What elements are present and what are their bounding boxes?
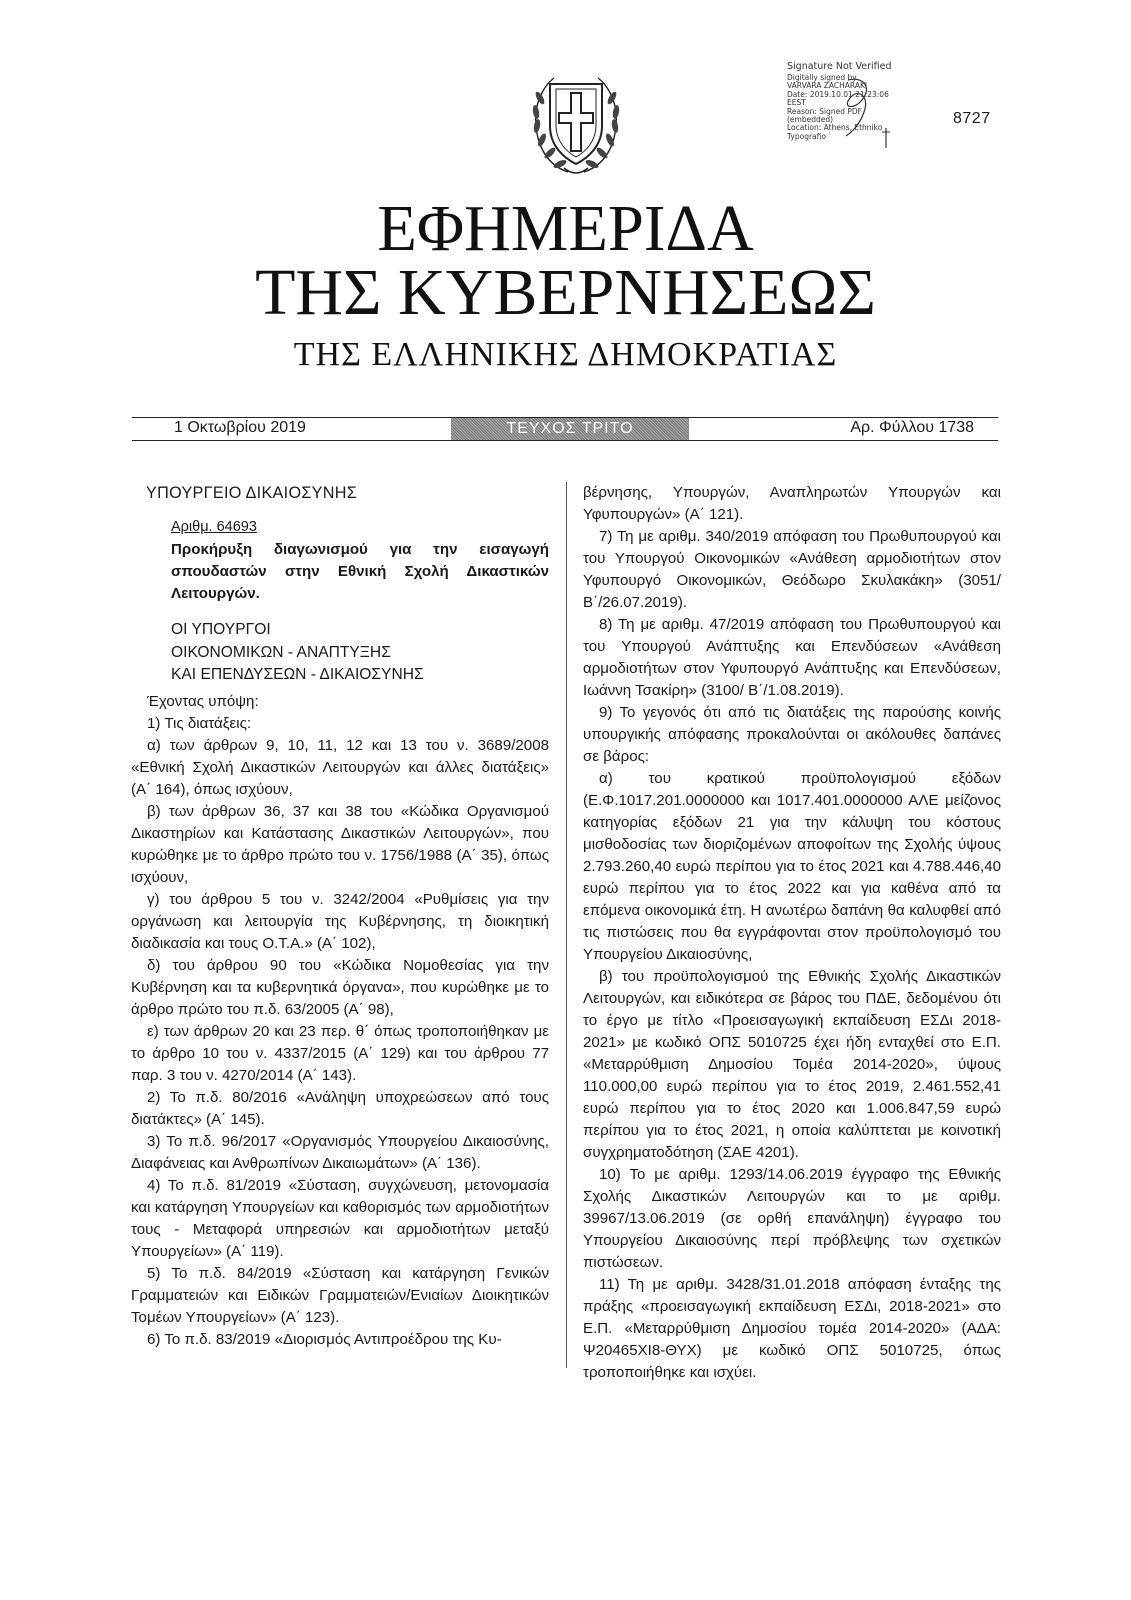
decision-number-text: Αριθμ. 64693 [171,519,257,535]
page-number: 8727 [953,110,991,127]
intro-line: Έχοντας υπόψη: [147,692,259,710]
signature-line: (embedded) [787,115,834,125]
ministry-heading: ΥΠΟΥΡΓΕΙΟ ΔΙΚΑΙΟΣΥΝΗΣ [146,484,358,502]
sheet-number: Αρ. Φύλλου 1738 [850,419,974,436]
signature-line: Typografio [787,131,826,141]
masthead-line-1: ΕΦΗΜΕΡΙΔΑ [377,192,754,265]
paragraph: 11) Τη με αριθμ. 3428/31.01.2018 απόφαση ένταξης της πράξης «προεισαγωγική εκπαίδευση ΕΣΔι, 2018-2021» στο Ε.Π. «Μεταρρύθμιση Δημοσίου τομέα 2014-2020» (ΑΔΑ: Ψ20465ΧΙ8-ΘΥΧ) με κωδικό ΟΠΣ 5010725, όπως τροποποιήθηκε και ισχύει. [583,1276,1001,1381]
issue-date: 1 Οκτωβρίου 2019 [174,419,306,436]
paragraph: 7) Τη με αριθμ. 340/2019 απόφαση του Πρωθυπουργού και του Υπουργού Οικονομικών «Ανάθεση αρμοδιοτήτων στον Υφυπουργό Οικονομικών, Θεόδωρο Σκυλακάκη» (3051/Β΄/26.07.2019). [583,528,1001,611]
paragraph: γ) του άρθρου 5 του ν. 3242/2004 «Ρυθμίσεις για την οργάνωση και λειτουργία της Κυβέρνησης, τη διοικητική διαδικασία και τους Ο.Τ.Α.» (Α΄ 102), [131,890,549,952]
decision-number [171,516,549,538]
ministers-heading [171,619,549,687]
issue-series: ΤΕΥΧΟΣ ΤΡΙΤΟ [451,418,689,440]
paragraph: 6) Το π.δ. 83/2019 «Διορισμός Αντιπροέδρου της Κυ- [147,1330,502,1348]
ministers-line: ΚΑΙ ΕΠΕΝΔΥΣΕΩΝ - ΔΙΚΑΙΟΣΥΝΗΣ [171,666,424,683]
issue-header-bar [132,417,998,441]
signature-line: Location: Athens, Ethniko [787,123,883,133]
signature-line: Reason: Signed PDF [787,106,862,116]
digital-signature-stamp [787,62,899,154]
paragraph: α) των άρθρων 9, 10, 11, 12 και 13 του ν. 3689/2008 «Εθνική Σχολή Δικαστικών Λειτουργών και άλλες διατάξεις» (Α΄ 164), όπως ισχύουν, [131,736,549,798]
paragraph: 9) Το γεγονός ότι από τις διατάξεις της παρούσης κοινής υπουργικής απόφασης προκαλούνται οι ακόλουθες δαπάνες σε βάρος: [583,704,1001,765]
paragraph: 10) Το με αριθμ. 1293/14.06.2019 έγγραφο της Εθνικής Σχολής Δικαστικών Λειτουργών και το με αριθμ. 39967/13.06.2019 (σε ορθή επανάληψη) έγγραφο του Υπουργείου Δικαιοσύνης περί πρόβλεψης των σχετικών πιστώσεων. [583,1166,1001,1271]
paragraph: 1) Τις διατάξεις: [147,714,252,732]
paragraph: δ) του άρθρου 90 του «Κώδικα Νομοθεσίας για την Κυβέρνηση και τα κυβερνητικά όργανα», που κυρώθηκε με το άρθρο πρώτο του π.δ. 63/2005 (Α΄ 98), [131,956,549,1018]
ministers-line: ΟΙ ΥΠΟΥΡΓΟΙ [171,621,271,638]
paragraph: 2) Το π.δ. 80/2016 «Ανάληψη υποχρεώσεων από τους διατάκτες» (Α΄ 145). [131,1088,549,1128]
decision-subject: Προκήρυξη διαγωνισμού για την εισαγωγή σπουδαστών στην Εθνική Σχολή Δικαστικών Λειτουργών. [171,541,549,602]
paragraph: ε) των άρθρων 20 και 23 περ. θ΄ όπως τροποποιήθηκαν με το άρθρο 10 του ν. 4337/2015 (Α΄ 129) και του άρθρου 77 παρ. 3 του ν. 4270/2014 (Α΄ 143). [131,1022,549,1084]
paragraph: 3) Το π.δ. 96/2017 «Οργανισμός Υπουργείου Δικαιοσύνης, Διαφάνειας και Ανθρωπίνων Δικαιωμάτων» (Α΄ 136). [131,1132,549,1172]
signature-status: Signature Not Verified [787,61,892,72]
left-column [131,482,549,1351]
signature-line: Digitally signed by [787,73,857,82]
right-column [583,482,1001,1384]
column-divider [566,482,567,1368]
paragraph: α) του κρατικού προϋπολογισμού εξόδων (Ε.Φ.1017.201.0000000 και 1017.401.0000000 ΑΛΕ μείζονος κατηγορίας εξόδων 21 για την κάλυψη του κόστους μισθοδοσίας των διοριζομένων αποφοίτων της Σχολής ύψους 2.793.260,40 ευρώ περίπου για το έτος 2021 και 4.788.446,40 ευρώ περίπου για το έτος 2022 και για καθένα από τα επόμενα οικονομικά έτη. Η ανωτέρω δαπάνη θα καλυφθεί από τις πιστώσεις που θα εγγράφονται στον προϋπολογισμό του Υπουργείου Δικαιοσύνης, [583,770,1001,963]
paragraph: 4) Το π.δ. 81/2019 «Σύσταση, συγχώνευση, μετονομασία και κατάργηση Υπουργείων και καθορισμός των αρμοδιοτήτων τους - Μεταφορά υπηρεσιών και αρμοδιοτήτων μεταξύ Υπουργείων» (Α΄ 119). [131,1176,549,1260]
signature-line: EEST [787,98,806,108]
masthead-line-3: ΤΗΣ ΕΛΛΗΝΙΚΗΣ ΔΗΜΟΚΡΑΤΙΑΣ [293,336,838,373]
signature-line: VARVARA ZACHARAKI [787,81,868,91]
paragraph: 5) Το π.δ. 84/2019 «Σύσταση και κατάργηση Γενικών Γραμματειών και Ειδικών Γραμματειών/Ενιαίων Διοικητικών Τομέων Υπουργείων» (Α΄ 123). [131,1264,549,1326]
masthead-line-2: ΤΗΣ ΚΥΒΕΡΝΗΣΕΩΣ [255,256,876,329]
paragraph: 8) Τη με αριθμ. 47/2019 απόφαση του Πρωθυπουργού και του Υπουργού Ανάπτυξης και Επενδύσεων «Ανάθεση αρμοδιοτήτων στον Υφυπουργό Ανάπτυξης και Επενδύσεων, Ιωάννη Τσακίρη» (3100/ Β΄/1.08.2019). [583,616,1001,699]
ministers-line: ΟΙΚΟΝΟΜΙΚΩΝ - ΑΝΑΠΤΥΞΗΣ [171,643,391,661]
signature-line: Date: 2019.10.01 21:23:06 [787,89,889,99]
greek-coat-of-arms-emblem [528,68,624,180]
paragraph: β) των άρθρων 36, 37 και 38 του «Κώδικα Οργανισμού Δικαστηρίων και Κατάστασης Δικαστικών Λειτουργών», που κυρώθηκε με το άρθρο πρώτο του ν. 1756/1988 (Α΄ 35), όπως ισχύουν, [131,802,549,886]
continuation-text: βέρνησης, Υπουργών, Αναπληρωτών Υπουργών και Υφυπουργών» (Α΄ 121). [583,484,1001,523]
paragraph: β) του προϋπολογισμού της Εθνικής Σχολής Δικαστικών Λειτουργών, και ειδικότερα σε βάρος του ΠΔΕ, δεδομένου ότι το έργο με τίτλο «Προεισαγωγική εκπαίδευση ΕΣΔι 2018-2021» με κωδικό ΟΠΣ 5010725 έχει ήδη ενταχθεί στο Ε.Π. «Μεταρρύθμιση Δημοσίου Τομέα 2014-2020», ύψους 110.000,00 ευρώ περίπου για το έτος 2019, 2.461.552,41 ευρώ περίπου για το έτος 2020 και 1.006.847,59 ευρώ περίπου για το έτος 2021, η οποία καλύπτεται με κοινοτική συγχρηματοδότηση (ΣΑΕ 4201). [583,968,1001,1161]
